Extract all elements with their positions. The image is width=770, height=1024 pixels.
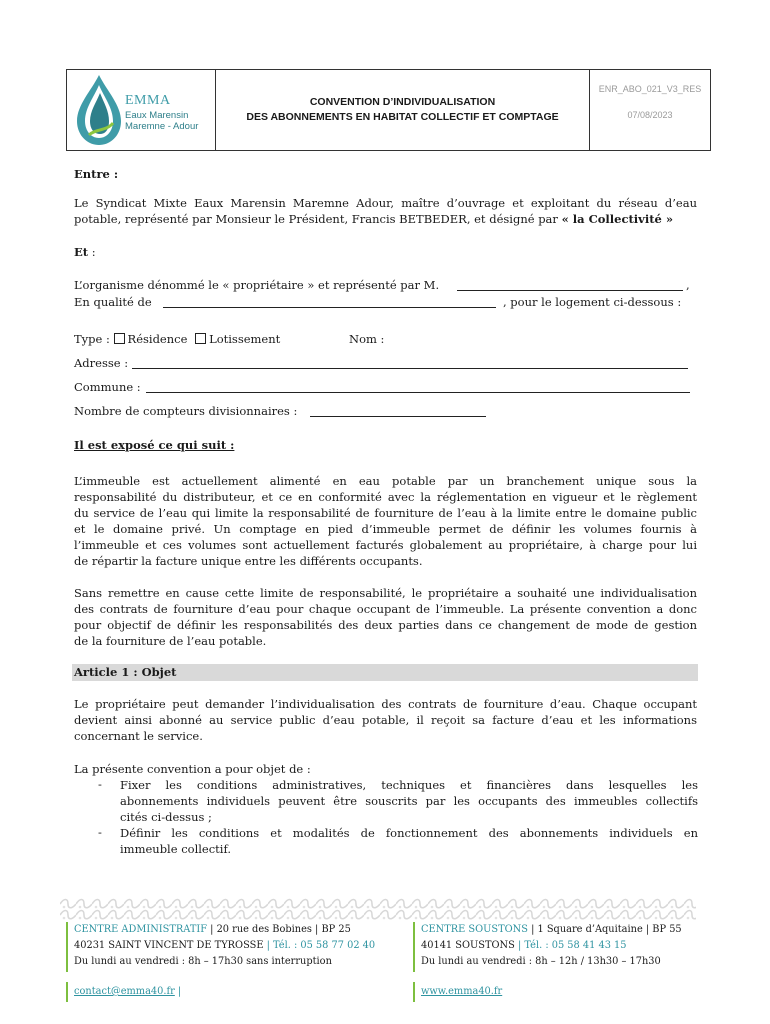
contact-email-link[interactable]: contact@emma40.fr [74,986,175,997]
paragraph-line: l’immeuble et ces volumes sont actuellement facturés globalement au propriétaire, à charge pour lui [74,538,697,552]
representant-field[interactable] [457,290,683,291]
entre-heading: Entre : [74,167,119,181]
centre-administratif-label: CENTRE ADMINISTRATIF [74,924,208,935]
paragraph-line: de répartir la facture unique entre les différents occupants. [74,554,423,568]
footer-website-bar [413,982,415,1002]
bullet-line: Définir les conditions et modalités de fonctionnement des abonnements individuels en [120,826,698,840]
objet-intro: La présente convention a pour objet de : [74,762,311,776]
centre-administratif-address: | 20 rue des Bobines | BP 25 [207,924,351,935]
article-1-heading: Article 1 : Objet [74,665,177,679]
lotissement-checkbox[interactable] [195,333,206,344]
bullet-item-2 [120,825,698,857]
paragraph-line: et le domaine privé. Un comptage en pied d’immeuble permet de définir les volumes fournis à [74,522,697,536]
lotissement-label: Lotissement [209,332,281,346]
water-drop-icon [69,71,129,149]
logo-name: EMMA [125,93,171,108]
et-heading [74,244,96,260]
organisme-comma: , [686,278,690,292]
paragraph-line: des contrats de fourniture d’eau pour chaque occupant de l’immeuble. La présente convention a donc [74,602,697,616]
logo-subtitle-2: Maremne - Adour [125,121,199,132]
expose-heading: Il est exposé ce qui suit : [74,438,235,452]
adresse-label: Adresse : [74,356,129,370]
paragraph-line: L’immeuble est actuellement alimenté en eau potable par un branchement unique sous la [74,474,697,488]
document-title [216,70,590,150]
commune-field[interactable] [146,392,690,393]
expose-paragraph-1 [74,473,697,569]
logo-subtitle-1: Eaux Marensin [125,110,189,121]
footer-right-bar [413,922,415,972]
footer-wave-pattern [60,898,696,920]
paragraph-line: du service de l’eau qui limite la responsabilité de fourniture de l’eau à la limite entre le domaine public [74,506,697,520]
centre-administratif-city: 40231 SAINT VINCENT DE TYROSSE [74,940,267,951]
title-line-2: DES ABONNEMENTS EN HABITAT COLLECTIF ET COMPTAGE [246,111,559,123]
footer-website-row [421,984,502,1000]
website-link[interactable]: www.emma40.fr [421,986,503,997]
centre-administratif-phone: | Tél. : 05 58 77 02 40 [266,940,376,951]
email-separator: | [174,986,182,997]
adresse-field[interactable] [132,368,688,369]
footer-email-row [74,984,181,1000]
title-line-1: CONVENTION D’INDIVIDUALISATION [309,96,496,108]
bullet-line: cités ci-dessus ; [120,810,212,824]
compteurs-label: Nombre de compteurs divisionnaires : [74,404,298,418]
reference-code: ENR_ABO_021_V3_RES [598,84,702,94]
paragraph-line: Le propriétaire peut demander l’individualisation des contrats de fourniture d’eau. Chaque occupant [74,697,697,711]
footer-email-bar [66,982,68,1002]
type-label: Type : [74,332,110,346]
bullet-item-1 [120,777,698,825]
compteurs-field[interactable] [310,416,486,417]
syndicat-line-2 [74,211,697,227]
document-header [66,69,711,151]
expose-paragraph-2 [74,585,697,649]
paragraph-line: de la fourniture de l’eau potable. [74,634,267,648]
footer-right-line-2 [421,938,627,954]
bullet-line: abonnements individuels peuvent être souscrits par les occupants des immeubles collectifs [120,794,698,808]
emma-logo [67,70,216,150]
nom-label: Nom : [349,332,385,346]
footer-left-line-3: Du lundi au vendredi : 8h – 17h30 sans interruption [74,956,332,967]
commune-label: Commune : [74,380,141,394]
reference-date: 07/08/2023 [627,110,673,120]
centre-soustons-phone: | Tél. : 05 58 41 43 15 [517,940,627,951]
type-row [74,331,280,347]
footer-left-line-2 [74,938,375,954]
paragraph-line: responsabilité du distributeur, et ce en conformité avec la réglementation en vigueur et le règlement [74,490,697,504]
qualite-label: En qualité de [74,295,152,309]
footer-right-line-3: Du lundi au vendredi : 8h – 12h / 13h30 – 17h30 [421,956,661,967]
footer-left-line-1 [74,922,351,938]
paragraph-line: pour objectif de définir les responsabilités des deux parties dans ce changement de mode de gestion [74,618,697,632]
paragraph-line: Sans remettre en cause cette limite de responsabilité, le propriétaire a souhaité une individualisation [74,586,697,600]
syndicat-line-2-text: potable, représenté par Monsieur le Président, Francis BETBEDER, et désigné par [74,212,562,226]
bullet-dash: - [98,777,102,791]
article-1-paragraph [74,696,697,744]
article-1-heading-bar [72,664,698,681]
residence-checkbox[interactable] [114,333,125,344]
bullet-dash: - [98,825,102,839]
centre-soustons-label: CENTRE SOUSTONS [421,924,528,935]
footer-right-line-1 [421,922,682,938]
document-reference [590,70,710,150]
syndicat-line-1: Le Syndicat Mixte Eaux Marensin Maremne Adour, maître d’ouvrage et exploitant du réseau d’eau [74,196,697,210]
bullet-line: Fixer les conditions administratives, techniques et financières dans lesquelles les [120,778,698,792]
collectivite-label: « la Collectivité » [561,212,674,226]
organisme-label: L’organisme dénommé le « propriétaire » et représenté par M. [74,278,440,292]
qualite-suffix: , pour le logement ci-dessous : [503,295,682,309]
paragraph-line: devient ainsi abonné au service public d’eau potable, il reçoit sa facture d’eau et les informations [74,713,697,727]
centre-soustons-address: | 1 Square d’Aquitaine | BP 55 [527,924,682,935]
syndicat-paragraph [74,195,697,227]
paragraph-line: concernant le service. [74,729,203,743]
bullet-line: immeuble collectif. [120,842,231,856]
qualite-field[interactable] [163,307,496,308]
centre-soustons-city: 40141 SOUSTONS [421,940,518,951]
et-colon: : [88,245,96,259]
et-label: Et [74,245,89,259]
residence-label: Résidence [127,332,188,346]
footer-left-bar [66,922,68,972]
